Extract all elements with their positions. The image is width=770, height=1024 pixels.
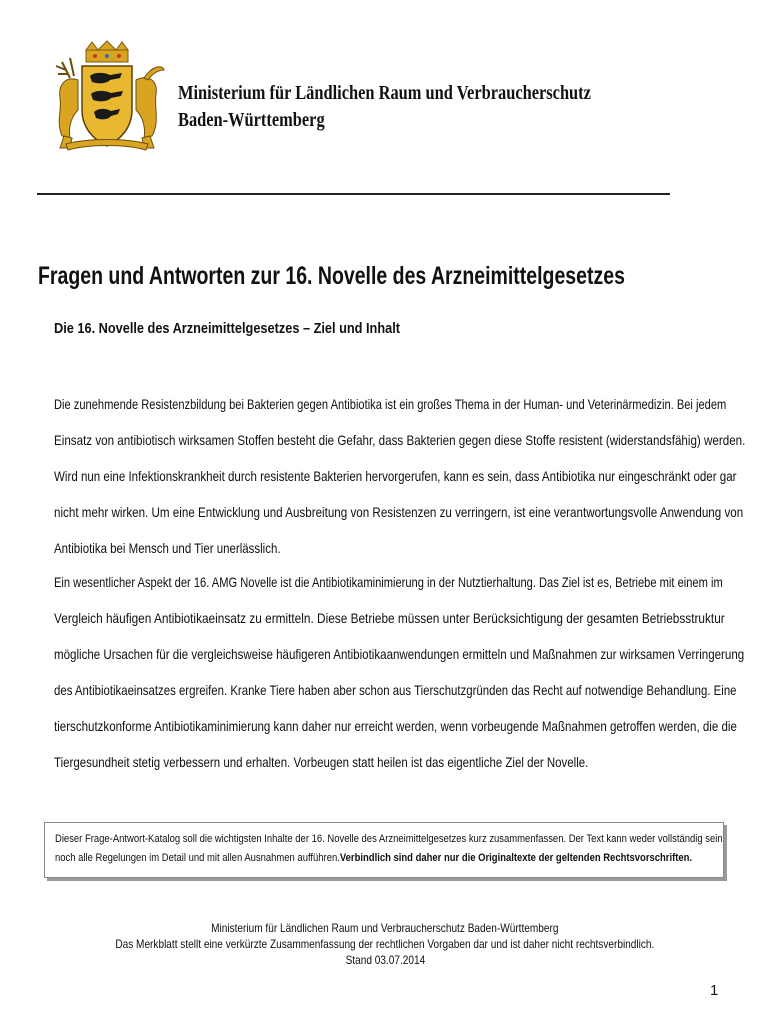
shield-icon [82,66,132,146]
paragraph-line: nicht mehr wirken. Um eine Entwicklung und Ausbreitung von Resistenzen zu verringern, ist eine verantwortungsvolle Anwendung von [54,504,744,520]
disclaimer-line-1: Dieser Frage-Antwort-Katalog soll die wichtigsten Inhalte der 16. Novelle des Arzneimittelgesetzes kurz zusammenfassen. Der Text kann weder vollständig sein [55,833,723,845]
ministry-line-2: Baden-Württemberg [178,109,325,131]
paragraph-line: Antibiotika bei Mensch und Tier unerlässlich. [54,540,281,556]
paragraph-2 [54,564,745,780]
header-divider [37,193,670,195]
paragraph-line: Tiergesundheit stetig verbessern und erhalten. Vorbeugen statt heilen ist das eigentliche Ziel der Novelle. [54,754,589,770]
paragraph-line: Vergleich häufigen Antibiotikaeinsatz zu ermitteln. Diese Betriebe müssen unter Berücksichtigung der gesamten Betriebsstruktur [54,610,725,626]
paragraph-line: des Antibiotikaeinsatzes ergreifen. Kranke Tiere haben aber schon aus Tierschutzgründen das Recht auf notwendige Behandlung. Eine [54,682,737,698]
paragraph-line: Ein wesentlicher Aspekt der 16. AMG Novelle ist die Antibiotikaminimierung in der Nutztierhaltung. Das Ziel ist es, Betriebe mit einem im [54,574,723,590]
section-heading [54,320,461,337]
document-title [38,262,770,291]
footer-ministry: Ministerium für Ländlichen Raum und Verbraucherschutz Baden-Württemberg [211,921,559,935]
coat-of-arms-icon [48,40,166,152]
page-footer [0,920,770,968]
paragraph-line: Die zunehmende Resistenzbildung bei Bakterien gegen Antibiotika ist ein großes Thema in der Human- und Veterinärmedizin. Bei jedem [54,396,727,412]
ministry-line-1: Ministerium für Ländlichen Raum und Verbraucherschutz [178,82,591,104]
griffin-supporter-icon [136,67,164,148]
document-title-text: Fragen und Antworten zur 16. Novelle des Arzneimittelgesetzes [38,262,625,290]
crown-icon [86,41,128,62]
disclaimer-bold-text: Verbindlich sind daher nur die Originaltexte der geltenden Rechtsvorschriften. [339,852,693,864]
paragraph-line: Wird nun eine Infektionskrankheit durch resistente Bakterien hervorgerufen, kann es sein, dass Antibiotika nur eingeschränkt oder gar [54,468,737,484]
paragraph-line: tierschutzkonforme Antibiotikaminimierung kann daher nur erreicht werden, wenn vorbeugende Maßnahmen getroffen werden, die die [54,718,737,734]
disclaimer-line-2 [55,849,713,868]
section-heading-text: Die 16. Novelle des Arzneimittelgesetzes – Ziel und Inhalt [54,320,401,337]
paragraph-1 [54,386,746,566]
paragraph-line: mögliche Ursachen für die vergleichsweise häufigeren Antibiotikaanwendungen ermitteln und Maßnahmen zur wirksamen Verringerung [54,646,745,662]
disclaimer-box [44,822,724,878]
ministry-name [178,80,682,134]
footer-disclaimer: Das Merkblatt stellt eine verkürzte Zusammenfassung der rechtlichen Vorgaben dar und ist daher nicht rechtsverbindlich. [115,937,655,951]
stag-supporter-icon [56,58,78,148]
page-number: 1 [710,982,719,999]
paragraph-line: Einsatz von antibiotisch wirksamen Stoffen besteht die Gefahr, dass Bakterien gegen diese Stoffe resistent (widerstandsfähig) werden. [54,432,746,448]
disclaimer-text: noch alle Regelungen im Detail und mit allen Ausnahmen aufführen. [55,852,340,864]
footer-date: Stand 03.07.2014 [345,953,425,967]
